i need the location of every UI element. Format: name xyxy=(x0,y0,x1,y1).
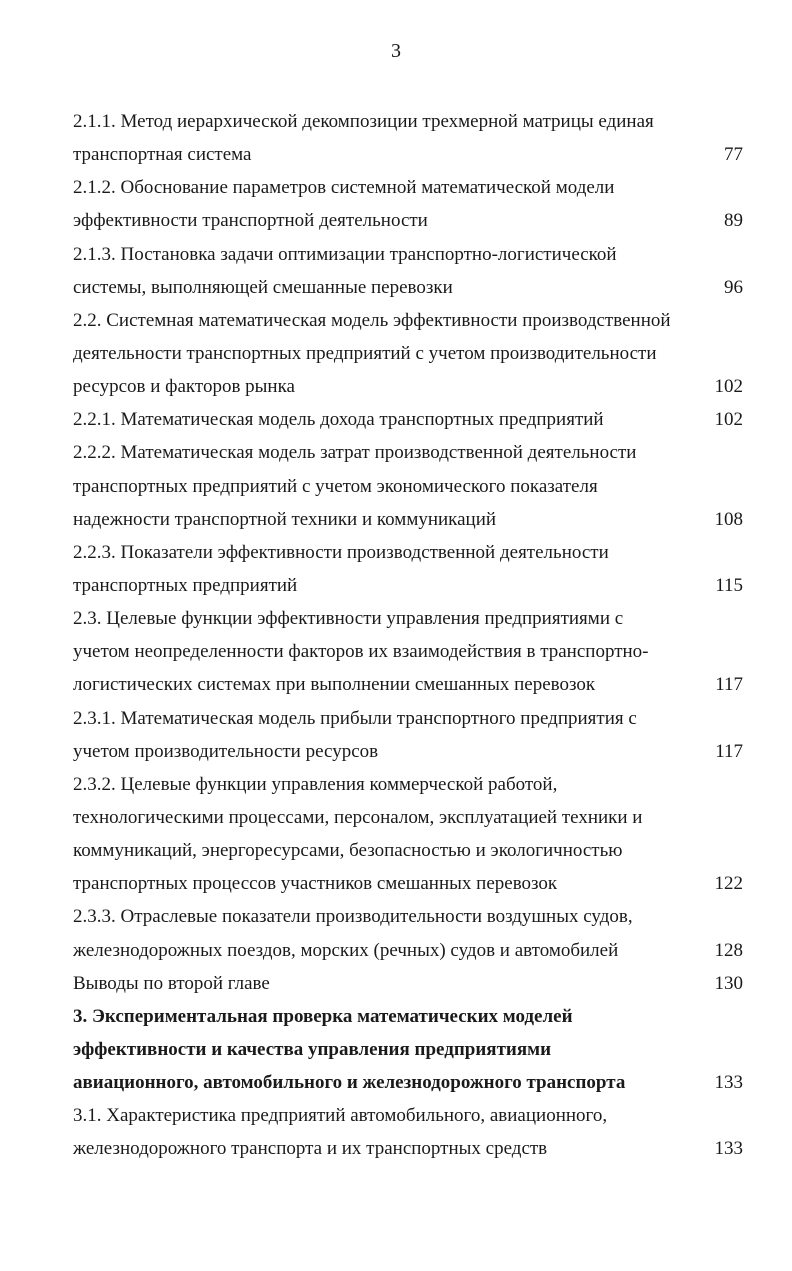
toc-line xyxy=(73,238,743,271)
toc-entry-page: 102 xyxy=(714,409,743,431)
toc-entry-page: 115 xyxy=(715,574,743,596)
toc-entry xyxy=(73,436,743,535)
toc-line xyxy=(73,635,743,668)
toc-entry-text: ресурсов и факторов рынка xyxy=(73,376,295,398)
toc-entry-text: 2.3.1. Математическая модель прибыли транспортного предприятия с xyxy=(73,707,637,729)
toc-entry-text: 2.1.2. Обоснование параметров системной математической модели xyxy=(73,177,615,199)
toc-line xyxy=(73,1132,743,1165)
toc-line xyxy=(73,271,743,304)
toc-entry-text: 2.2. Системная математическая модель эффективности производственной xyxy=(73,309,671,331)
toc-entry-text: технологическими процессами, персоналом, эксплуатацией техники и xyxy=(73,806,643,828)
toc-entry xyxy=(73,967,743,1000)
toc-line xyxy=(73,735,743,768)
toc-line xyxy=(73,569,743,602)
toc-entry-page: 102 xyxy=(714,376,743,398)
toc-entry-page: 122 xyxy=(714,873,743,895)
toc-entry-page: 130 xyxy=(714,972,743,994)
toc-line xyxy=(73,1033,743,1066)
toc-line xyxy=(73,470,743,503)
toc-line xyxy=(73,138,743,171)
toc-line xyxy=(73,1099,743,1132)
toc-line xyxy=(73,370,743,403)
toc-entry-text: эффективности и качества управления предприятиями xyxy=(73,1038,552,1060)
toc-entry-text: 2.3.2. Целевые функции управления коммерческой работой, xyxy=(73,773,558,795)
toc-entry-text: 2.3. Целевые функции эффективности управления предприятиями с xyxy=(73,608,624,630)
toc-entry-page: 77 xyxy=(724,144,743,166)
toc-entry-text: транспортных процессов участников смешанных перевозок xyxy=(73,873,558,895)
table-of-contents xyxy=(73,105,743,1166)
toc-line xyxy=(73,204,743,237)
toc-line xyxy=(73,768,743,801)
toc-line xyxy=(73,668,743,701)
toc-line xyxy=(73,834,743,867)
toc-entry-page: 117 xyxy=(715,674,743,696)
toc-entry-text: 2.2.3. Показатели эффективности производственной деятельности xyxy=(73,541,609,563)
toc-entry-text: 3.1. Характеристика предприятий автомобильного, авиационного, xyxy=(73,1105,608,1127)
toc-entry xyxy=(73,1099,743,1165)
toc-entry-text: транспортных предприятий с учетом экономического показателя xyxy=(73,475,598,497)
toc-entry-text: 2.1.3. Постановка задачи оптимизации транспортно-логистической xyxy=(73,243,617,265)
toc-line xyxy=(73,934,743,967)
toc-entry-text: железнодорожного транспорта и их транспортных средств xyxy=(73,1138,548,1160)
toc-entry-text: 2.2.1. Математическая модель дохода транспортных предприятий xyxy=(73,409,604,431)
toc-entry-page: 128 xyxy=(714,939,743,961)
toc-line xyxy=(73,436,743,469)
toc-entry-text: транспортная система xyxy=(73,144,252,166)
toc-line xyxy=(73,702,743,735)
toc-entry-page: 96 xyxy=(724,276,743,298)
toc-entry-text: учетом неопределенности факторов их взаимодействия в транспортно- xyxy=(73,641,649,663)
toc-entry-text: 2.3.3. Отраслевые показатели производительности воздушных судов, xyxy=(73,906,633,928)
toc-entry-page: 133 xyxy=(714,1138,743,1160)
toc-line xyxy=(73,867,743,900)
toc-line xyxy=(73,403,743,436)
toc-entry xyxy=(73,105,743,171)
toc-entry-page: 89 xyxy=(724,210,743,232)
toc-line xyxy=(73,1066,743,1099)
page-number: 3 xyxy=(391,40,401,62)
toc-line xyxy=(73,900,743,933)
toc-line xyxy=(73,801,743,834)
toc-entry-text: системы, выполняющей смешанные перевозки xyxy=(73,276,453,298)
toc-entry xyxy=(73,536,743,602)
toc-entry-page: 117 xyxy=(715,740,743,762)
toc-entry xyxy=(73,900,743,966)
toc-entry xyxy=(73,238,743,304)
toc-entry-text: 2.1.1. Метод иерархической декомпозиции трехмерной матрицы единая xyxy=(73,111,654,132)
toc-entry-text: 3. Экспериментальная проверка математических моделей xyxy=(73,1005,573,1027)
toc-entry-text: учетом производительности ресурсов xyxy=(73,740,379,762)
toc-entry-text: Выводы по второй главе xyxy=(73,972,270,994)
toc-entry-text: железнодорожных поездов, морских (речных) судов и автомобилей xyxy=(73,939,619,961)
toc-line xyxy=(73,337,743,370)
toc-entry-text: авиационного, автомобильного и железнодорожного транспорта xyxy=(73,1072,626,1094)
toc-entry xyxy=(73,403,743,436)
toc-line xyxy=(73,304,743,337)
toc-entry xyxy=(73,1000,743,1099)
toc-entry xyxy=(73,602,743,701)
toc-entry xyxy=(73,768,743,901)
toc-line xyxy=(73,602,743,635)
toc-entry xyxy=(73,702,743,768)
toc-entry-text: 2.2.2. Математическая модель затрат производственной деятельности xyxy=(73,442,637,464)
toc-entry xyxy=(73,171,743,237)
toc-line xyxy=(73,503,743,536)
toc-entry-page: 108 xyxy=(714,508,743,530)
toc-line xyxy=(73,967,743,1000)
toc-entry-text: логистических системах при выполнении смешанных перевозок xyxy=(73,674,596,696)
toc-entry-text: эффективности транспортной деятельности xyxy=(73,210,428,232)
toc-entry-text: деятельности транспортных предприятий с учетом производительности xyxy=(73,342,657,364)
toc-entry-text: коммуникаций, энергоресурсами, безопасностью и экологичностью xyxy=(73,840,623,862)
toc-entry-text: транспортных предприятий xyxy=(73,574,298,596)
toc-entry-text: надежности транспортной техники и коммуникаций xyxy=(73,508,497,530)
toc-line xyxy=(73,536,743,569)
toc-entry xyxy=(73,304,743,403)
toc-entry-page: 133 xyxy=(714,1072,743,1094)
toc-line xyxy=(73,105,743,138)
toc-line xyxy=(73,171,743,204)
toc-line xyxy=(73,1000,743,1033)
